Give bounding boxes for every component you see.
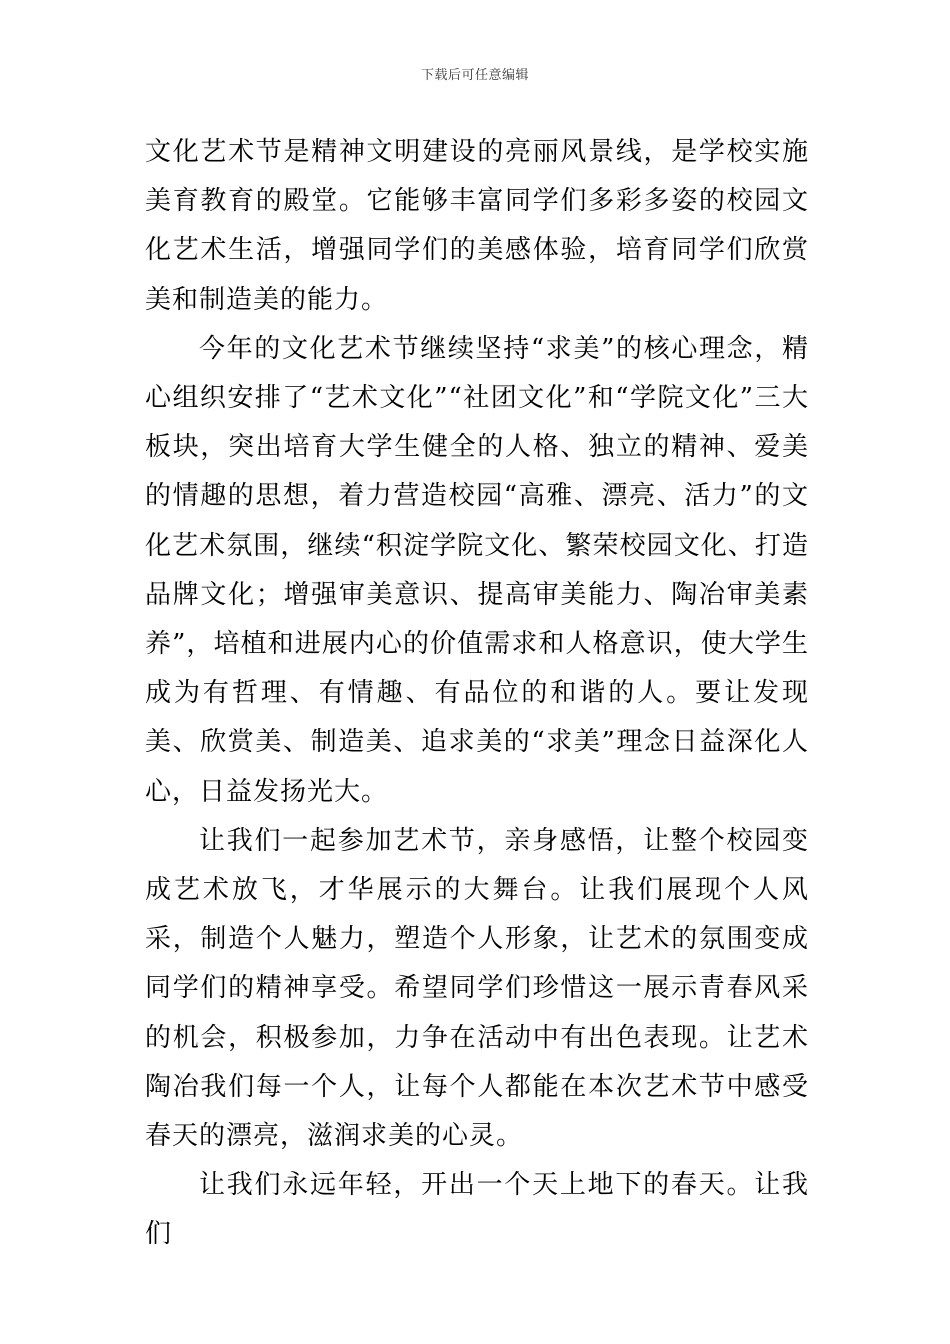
paragraph-intro: 文化艺术节是精神文明建设的亮丽风景线，是学校实施美育教育的殿堂。它能够丰富同学们多彩多姿的校园文化艺术生活，增强同学们的美感体验，培育同学们欣赏美和制造美的能力。 bbox=[145, 137, 809, 315]
paragraph-theme: 今年的文化艺术节继续坚持“求美”的核心理念，精心组织安排了“艺术文化”“社团文化”和“学院文化”三大板块，突出培育大学生健全的人格、独立的精神、爱美的情趣的思想，着力营造校园“高雅、漂亮、活力”的文化艺术氛围，继续“积淀学院文化、繁荣校园文化、打造品牌文化；增强审美意识、提高审美能力、陶冶审美素养”，培植和进展内心的价值需求和人格意识，使大学生成为有哲理、有情趣、有品位的和谐的人。要让发现美、欣赏美、制造美、追求美的“求美”理念日益深化人心，日益发扬光大。 bbox=[145, 333, 809, 807]
paragraph-closing: 让我们永远年轻，开出一个天上地下的春天。让我们 bbox=[145, 1170, 809, 1250]
document-body bbox=[145, 128, 809, 1260]
paragraph-participation: 让我们一起参加艺术节，亲身感悟，让整个校园变成艺术放飞，才华展示的大舞台。让我们展现个人风采，制造个人魅力，塑造个人形象，让艺术的氛围变成同学们的精神享受。希望同学们珍惜这一展示青春风采的机会，积极参加，力争在活动中有出色表现。让艺术陶冶我们每一个人，让每个人都能在本次艺术节中感受春天的漂亮，滋润求美的心灵。 bbox=[145, 825, 809, 1152]
header-note: 下载后可任意编辑 bbox=[420, 68, 529, 83]
